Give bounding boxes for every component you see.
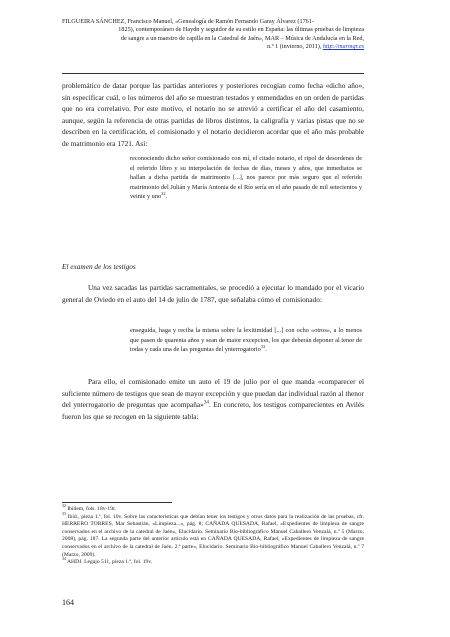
page-number: 164 [62,598,74,607]
quote-2-text: enseguida, haga y reciba la misma sobre la lexitimidad [...] con ocho «otros», a lo menos que pasen de quarenta años y sean de maior excepcion, los que deberán deponer al tenor de todas y cada una de las preguntas del ynterrogatorio [130,327,362,354]
footnote-text: Ibíd., pieza 1.ª, fol. 10v. Sobre las características que debían tener los testigos y otros datos para la realización de las pruebas, cfr. HERRERO TORRES, Mar Sebastián, «Limpieza...», pág. 8; CAÑADA QUESADA, Rafael, «Expedientes de limpieza de sangre conservados en el archivo de la catedral de Jaén», Elucidario. Seminario Bio-bibliográfico Manuel Caballero Venzalá, n.º 5 (Marzo, 2008), pág. 187. La segunda parte del anterior artículo está en CAÑADA QUESADA, Rafael, «Expedientes de limpieza de sangre conservados en el archivo de la catedral de Jaén. 2.ª parte», Elucidario. Seminario Bio-bibliográfico Manuel Caballero Venzalá, n.º 7 (Marzo, 2009). [62,513,364,558]
quote-1-text: reconociendo dicho señor comisionado con mí, el citado notario, el ripol de desordenes de el referido libro y su interpolación de fechas de días, meses y años, que inmediatos se hallan a dicha partida de matrimonio [...], nos parece por más seguro que el referido matrimonio del Julián y María Antonia de el Río sería en el año pasado de mil setecientos y veinte y uno [130,155,362,201]
header-line-3: de sangre a un maestro de capilla en la Catedral de Jaén», MAR – Música de Andalucía en la Red, [120,34,364,42]
header-link[interactable]: http://marmgr.es [322,43,364,51]
header-divider [62,73,364,74]
header-line-1: FILGUEIRA SÁNCHEZ, Francisco Manuel, «Genealogía de Ramón Fernando Garay Álvarez (1761- [62,18,314,25]
paragraph-1: problemático de datar porque las partidas anteriores y posteriores recogían como fecha «dicho año», sin especificar cuál, o los números del año se muestran testados y enmendados en un orden de partidas que no era correlativo. Por este motivo, el notario no se atrevió a certificar el año del casamiento, aunque, según la referencia de otras partidas de libros distintos, la caligrafía y varias pistas que no se describen en la certificación, el comisionado y el notario decidieron acordar que el año más probable de matrimonio era 1721. Así: [62,81,364,148]
footnote-number: 33 [62,511,66,516]
footnote-item [62,559,364,567]
header-line-4 [62,43,364,51]
header-line-2: 1825), contemporáneo de Haydn y seguidor de su estilo en España: las últimas pruebas de limpieza [118,26,364,34]
header-issue: n.º 1 (invierno, 2011), [267,43,322,51]
running-header [62,18,364,52]
footnote-text: Ibídem, fols. 18v-19r. [67,506,116,512]
footnote-number: 32 [62,504,66,509]
footnote-item [62,511,364,560]
footnote-text: AHDJ. Legajo 511, pieza 1.ª, fol. 19v. [67,559,153,566]
footnote-divider [62,502,172,503]
footnote-ref-33[interactable]: 33 [260,344,266,350]
block-quote-1: reconociendo dicho señor comisionado con mí, el citado notario, el ripol de desordenes de el referido libro y su interpolación de fechas de días, meses y años, que inmediatos se hallan a dicha partida de matrimonio [...], nos parece por más seguro que el referido matrimonio del Julián y María Antonia de el Río sería en el año pasado de mil setecientos y veinte y uno$^{32}$. [130,155,362,201]
footnote-ref-32[interactable]: 32 [161,191,166,197]
paragraph-3-end: . En concreto, los testigos comparecientes en Avilés fueron los que se recogen en la siguiente tabla: [62,400,365,421]
footnote-item [62,506,364,514]
paragraph-3 [62,376,364,422]
block-quote-2: enseguida, haga y reciba la misma sobre la lexitimidad [...] con ocho «otros», a lo menos que pasen de quarenta años y sean de maior excepcion, los que deberán deponer al tenor de todas y cada una de las preguntas del ynterrogatorio$^{33}$. [130,327,362,354]
footnote-ref-34[interactable]: 34 [203,399,209,406]
footnote-number: 34 [62,557,66,562]
paragraph-3-text: Para ello, el comisionado emite un auto el 19 de julio por el que manda «comparecer el suficiente número de testigos que sean de mayor excepción y que puedan dar individual razón al thenor del ynterrogatorio de preguntas que acompaña» [62,377,364,410]
footnotes [62,506,364,567]
section-title: El examen de los testigos [62,262,136,271]
paragraph-2: Una vez sacadas las partidas sacramentales, se procedió a ejecutar lo mandado por el vicario general de Oviedo en el auto del 14 de julio de 1787, que señalaba cómo el comisionado: [62,283,364,304]
